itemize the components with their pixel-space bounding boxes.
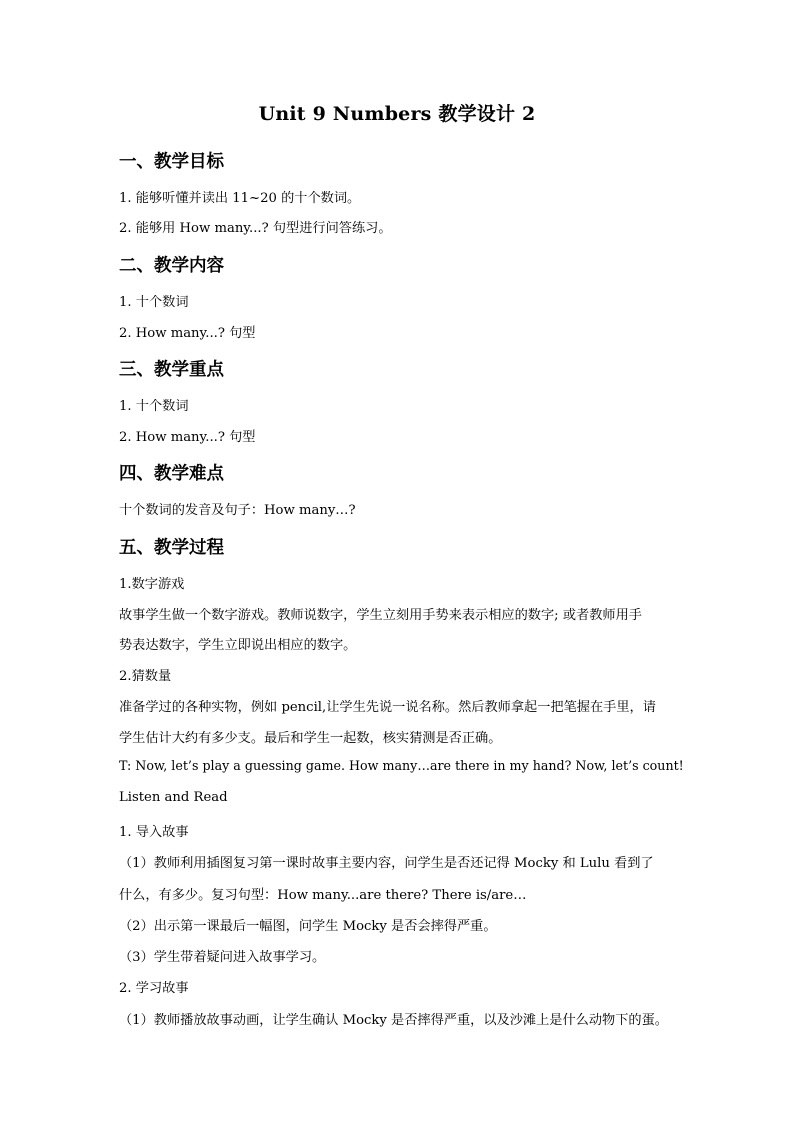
process-line: T: Now, let’s play a guessing game. How many…are there in my hand? Now, let’s count!	[119, 759, 684, 774]
process-line: （1）教师利用插图复习第一课时故事主要内容，问学生是否还记得 Mocky 和 Lulu 看到了	[119, 856, 654, 871]
section-heading-content: 二、教学内容	[119, 256, 224, 276]
objective-line-2: 2. 能够用 How many...? 句型进行问答练习。	[119, 221, 392, 236]
section-heading-key-points: 三、教学重点	[119, 360, 224, 380]
key-point-line-2: 2. How many...? 句型	[119, 430, 256, 445]
document-title: Unit 9 Numbers 教学设计 2	[258, 103, 536, 125]
section-heading-process: 五、教学过程	[119, 538, 224, 558]
process-line: Listen and Read	[119, 790, 228, 805]
process-line: 1.数字游戏	[119, 577, 185, 592]
process-line: 什么，有多少。复习句型：How many...are there? There is/are…	[119, 888, 527, 903]
content-line-1: 1. 十个数词	[119, 295, 189, 310]
content-line-2: 2. How many...? 句型	[119, 326, 256, 341]
difficulty-line-1: 十个数词的发音及句子：How many…?	[119, 503, 356, 518]
process-line: 2.猜数量	[119, 669, 172, 684]
objective-line-1: 1. 能够听懂并读出 11~20 的十个数词。	[119, 191, 361, 206]
process-line: （3）学生带着疑问进入故事学习。	[119, 950, 326, 965]
process-line: 学生估计大约有多少支。最后和学生一起数，核实猜测是否正确。	[119, 731, 502, 746]
section-heading-objectives: 一、教学目标	[119, 152, 224, 172]
process-line: 准备学过的各种实物，例如 pencil,让学生先说一说名称。然后教师拿起一把笔握在手里，请	[119, 700, 656, 715]
process-line: （2）出示第一课最后一幅图，问学生 Mocky 是否会摔得严重。	[119, 919, 497, 934]
process-line: 2. 学习故事	[119, 981, 189, 996]
process-line: 故事学生做一个数字游戏。教师说数字，学生立刻用手势来表示相应的数字; 或者教师用手	[119, 608, 642, 623]
process-line: 势表达数字，学生立即说出相应的数字。	[119, 638, 357, 653]
key-point-line-1: 1. 十个数词	[119, 399, 189, 414]
process-line: （1）教师播放故事动画，让学生确认 Mocky 是否摔得严重，以及沙滩上是什么动物下的蛋。	[119, 1013, 668, 1028]
section-heading-difficulties: 四、教学难点	[119, 464, 224, 484]
process-line: 1. 导入故事	[119, 825, 189, 840]
